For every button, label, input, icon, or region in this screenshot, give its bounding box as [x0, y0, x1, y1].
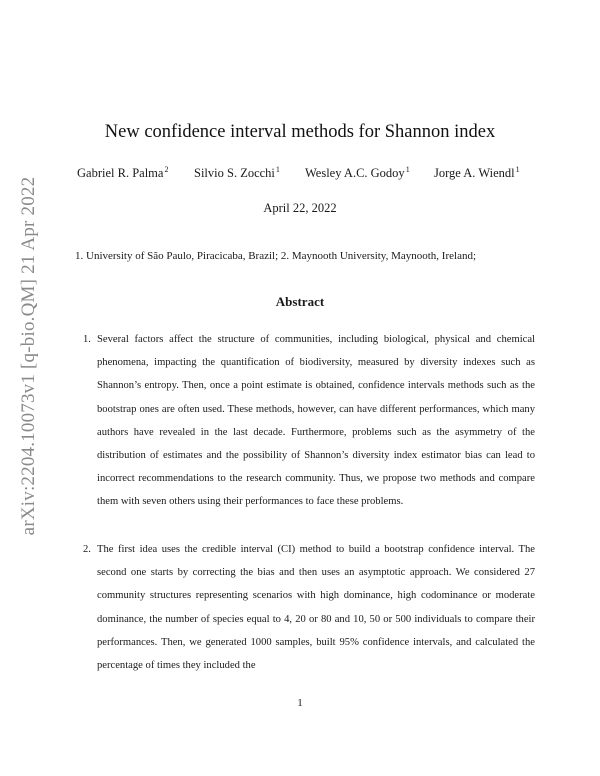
arxiv-id-text: arXiv:2204.10073v1 [q-bio.QM] 21 Apr 2022: [18, 176, 39, 536]
item-number: 2.: [83, 544, 91, 555]
affiliations: 1. University of São Paulo, Piracicaba, Brazil; 2. Maynooth University, Maynooth, Ireland;: [75, 250, 477, 262]
author-name: Silvio S. Zocchi: [194, 166, 275, 180]
author: [434, 166, 520, 181]
paper-date: April 22, 2022: [263, 201, 337, 215]
author: [194, 166, 280, 181]
item-number: 1.: [83, 334, 91, 345]
author-affiliation-mark: 1: [275, 164, 280, 174]
author-name: Wesley A.C. Godoy: [305, 166, 405, 180]
abstract-item: [83, 328, 535, 514]
author: [305, 166, 410, 181]
paper-title: New confidence interval methods for Shannon index: [104, 122, 496, 142]
author-affiliation-mark: 1: [405, 164, 410, 174]
author-affiliation-mark: 2: [164, 164, 169, 174]
page-number: 1: [297, 697, 303, 709]
abstract-item: [83, 538, 535, 677]
arxiv-identifier: [14, 170, 44, 542]
author-affiliation-mark: 1: [515, 164, 520, 174]
item-text: The first idea uses the credible interval (CI) method to build a bootstrap confidence interval. The second one starts by correcting the bias and then uses an asymptotic approach. We considered 27 community structures representing scenarios with high dominance, high codominance or moderate dominance, the number of species equal to 4, 20 or 80 and 10, 50 or 500 individuals to compare their performances. Then, we generated 1000 samples, built 95% confidence intervals, and calculated the percentage of times they included the: [97, 544, 535, 672]
author-name: Gabriel R. Palma: [77, 166, 164, 180]
abstract-heading: Abstract: [275, 294, 325, 309]
author: [77, 166, 168, 181]
item-text: Several factors affect the structure of communities, including biological, physical and chemical phenomena, impacting the quantification of biodiversity, measured by diversity indexes such as Shannon’s entropy. Then, once a point estimate is obtained, confidence intervals methods such as the bootstrap ones are often used. These methods, however, can have different performances, which many authors have revealed in the last decade. Furthermore, problems such as the asymmetry of the distribution of estimates and the possibility of Shannon’s diversity index estimator bias can lead to incorrect recommendations to the research community. Thus, we propose two methods and compare them with seven others using their performances to face these problems.: [97, 334, 535, 508]
author-name: Jorge A. Wiendl: [434, 166, 515, 180]
author-list: [0, 166, 600, 184]
